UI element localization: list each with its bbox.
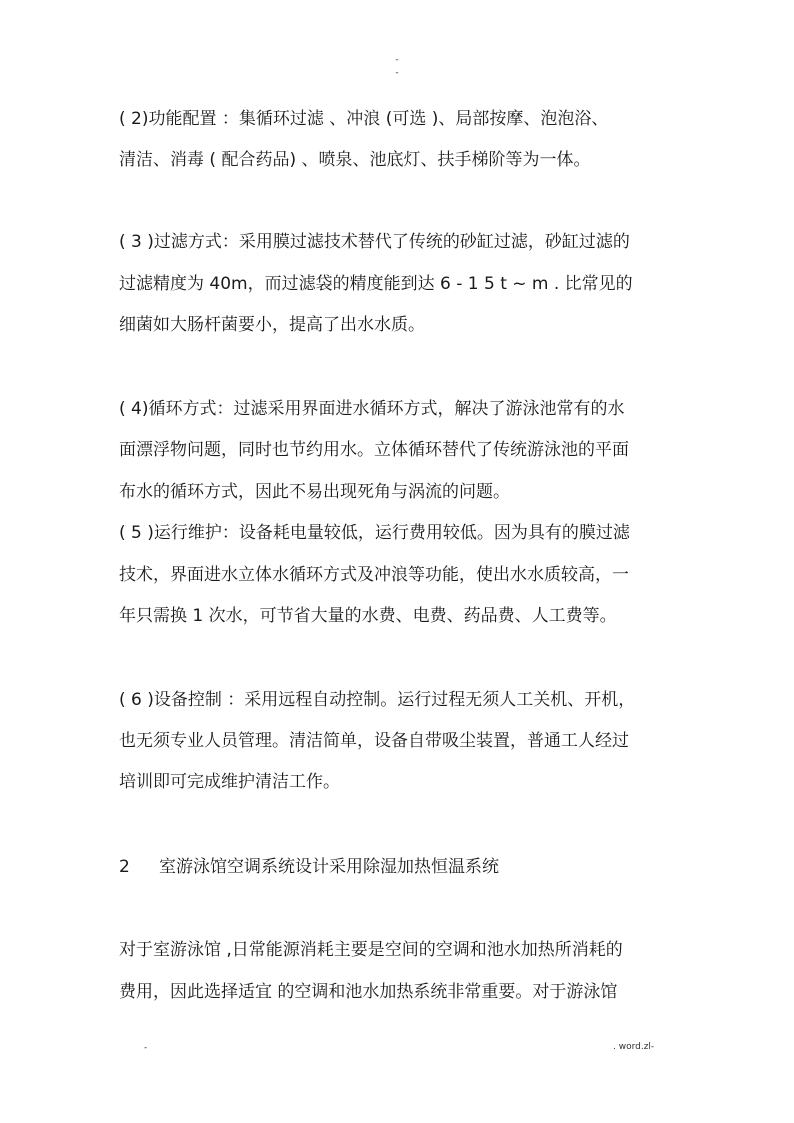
paragraph-6-line-1: ( 6 )设备控制 ：采用远程自动控制。运行过程无须人工关机、开机， — [119, 690, 636, 710]
header-mark-top: - — [395, 55, 399, 65]
paragraph-5-line-2: 技术，界面进水立体水循环方式及冲浪等功能，使出水水质较高，一 — [119, 565, 629, 585]
section-number: 2 — [119, 857, 130, 877]
paragraph-3-line-2: 过滤精度为 40m，而过滤袋的精度能到达 6 - 1 5 t ~ m . 比常见的 — [119, 274, 633, 294]
paragraph-2-line-1: ( 2)功能配置 ：集循环过滤 、冲浪 (可选 )、局部按摩、泡泡浴、 — [119, 109, 609, 129]
paragraph-6-line-3: 培训即可完成维护清洁工作。 — [119, 772, 340, 792]
footer-source-text: . word.zl- — [613, 1042, 655, 1052]
paragraph-3-line-3: 细菌如大肠杆菌要小，提高了出水水质。 — [119, 315, 425, 335]
paragraph-4-line-1: ( 4)循环方式：过滤采用界面进水循环方式，解决了游泳池常有的水 — [119, 399, 625, 419]
paragraph-2-line-2: 清洁、消毒 ( 配合药品) 、喷泉、池底灯、扶手梯阶等为一体。 — [119, 150, 591, 170]
footer-left-mark: - — [144, 1043, 148, 1053]
section-heading — [119, 855, 499, 879]
paragraph-4-line-3: 布水的循环方式，因此不易出现死角与涡流的问题。 — [119, 482, 510, 502]
paragraph-5-line-3: 年只需换 1 次水，可节省大量的水费、电费、药品费、人工费等。 — [119, 606, 617, 626]
paragraph-3-line-1: ( 3 )过滤方式：采用膜过滤技术替代了传统的砂缸过滤，砂缸过滤的 — [119, 232, 630, 252]
section-title: 室游泳馆空调系统设计采用除湿加热恒温系统 — [159, 857, 499, 877]
header-mark-bottom: - — [395, 68, 399, 78]
paragraph-6-line-2: 也无须专业人员管理。清洁简单，设备自带吸尘装置，普通工人经过 — [119, 731, 629, 751]
paragraph-5-line-1: ( 5 )运行维护：设备耗电量较低，运行费用较低。因为具有的膜过滤 — [119, 523, 630, 543]
paragraph-4-line-2: 面漂浮物问题，同时也节约用水。立体循环替代了传统游泳池的平面 — [119, 440, 629, 460]
paragraph-7-line-1: 对于室游泳馆 ,日常能源消耗主要是空间的空调和池水加热所消耗的 — [119, 940, 623, 960]
paragraph-7-line-2: 费用，因此选择适宜 的空调和池水加热系统非常重要。对于游泳馆 — [119, 982, 618, 1002]
